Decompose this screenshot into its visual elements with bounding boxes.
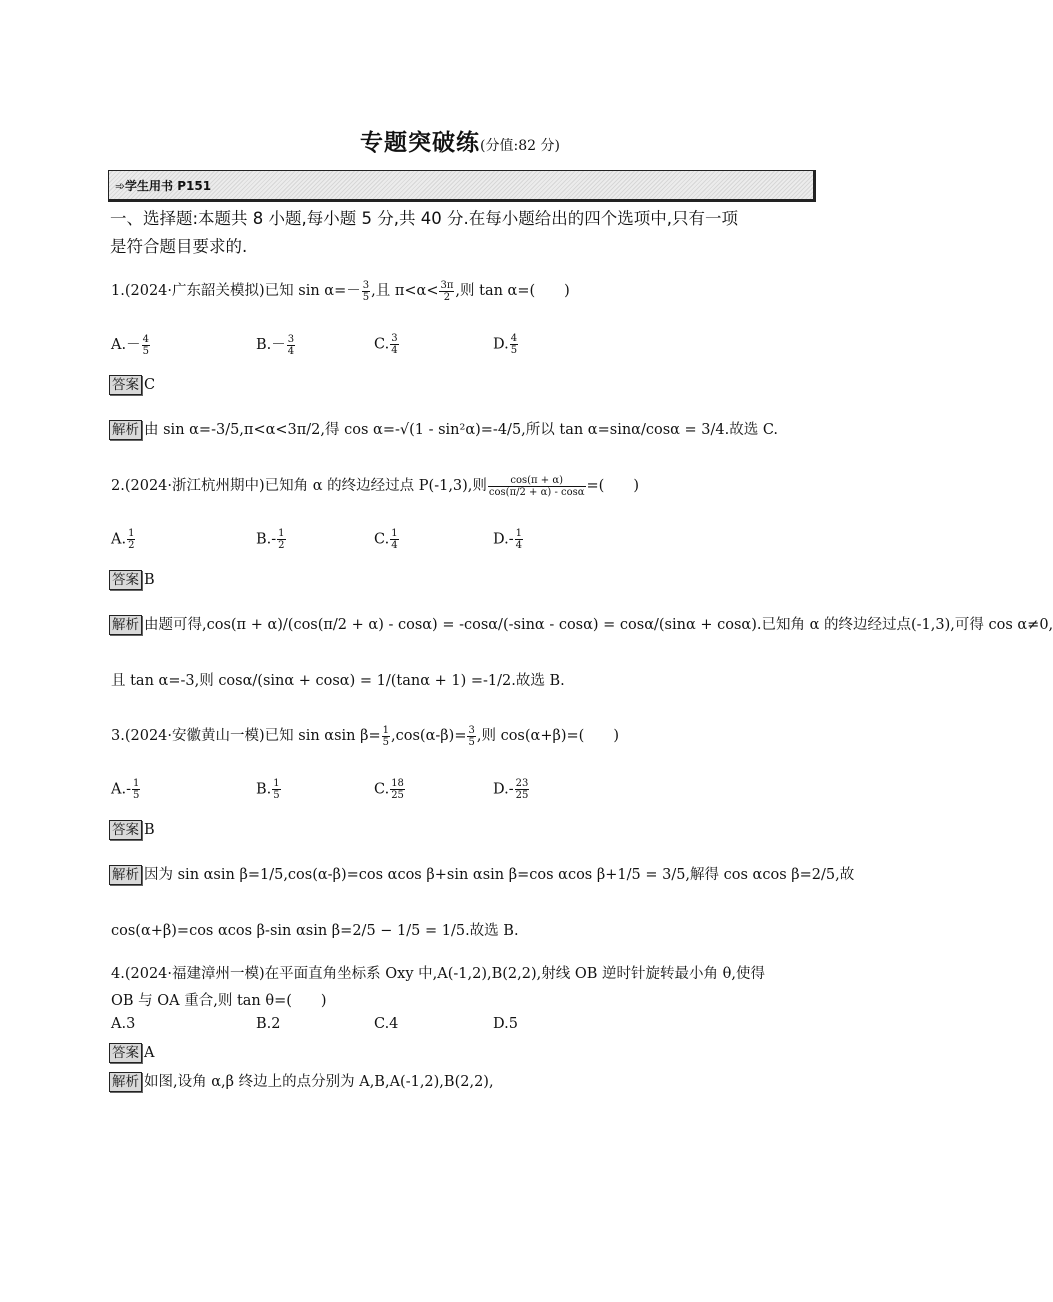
question-2-option-c: C. $\frac{1}{4}$ bbox=[374, 528, 398, 551]
student-book-banner bbox=[108, 170, 816, 202]
question-1-option-c: C. $\frac{3}{4}$ bbox=[374, 333, 398, 356]
question-4-analysis: 解析 如图,设角 α,β 终边上的点分别为 A,B,A(-1,2),B(2,2), bbox=[109, 1070, 494, 1092]
question-1-option-a: A.－ $\frac{4}{5}$ bbox=[111, 333, 149, 357]
fraction: $\frac{1}{5}$ bbox=[382, 724, 390, 748]
section-heading-line1: 一、选择题:本题共 8 小题,每小题 5 分,共 40 分.在每小题给出的四个选项中,只有一项 bbox=[110, 209, 738, 228]
question-2-answer: 答案 B bbox=[109, 570, 155, 590]
question-4-answer: 答案 A bbox=[109, 1043, 154, 1063]
analysis-tag: 解析 bbox=[109, 615, 142, 635]
fraction: $\frac{3}{5}$ bbox=[362, 279, 370, 303]
question-3-answer: 答案 B bbox=[109, 820, 155, 840]
answer-tag: 答案 bbox=[109, 375, 142, 395]
answer-tag: 答案 bbox=[109, 570, 142, 590]
question-2-option-d: D.- $\frac{1}{4}$ bbox=[493, 528, 522, 551]
title-text: 专题突破练 bbox=[360, 130, 481, 156]
analysis-tag: 解析 bbox=[109, 865, 142, 885]
question-2-option-a: A. $\frac{1}{2}$ bbox=[111, 528, 135, 551]
question-2-stem: 2.(2024·浙江杭州期中)已知角 α 的终边经过点 P(-1,3),则 $\frac{\cos(\pi + \alpha)}{\cos(\pi/2 + \alpha) - \cos\alpha}$ =( ) bbox=[111, 474, 639, 498]
question-4-stem-line1: 4.(2024·福建漳州一模)在平面直角坐标系 Oxy 中,A(-1,2),B(2,2),射线 OB 逆时针旋转最小角 θ,使得 bbox=[111, 966, 765, 982]
question-2-analysis-line1: 解析 由题可得,cos(π + α)/(cos(π/2 + α) - cosα) = -cosα/(-sinα - cosα) = cosα/(sinα + cosα).已知角 α 的终边经过点(-1,3),可得 cos α≠0, bbox=[109, 613, 1053, 635]
banner-label: ➾学生用书 P151 bbox=[115, 179, 212, 193]
title-score-note: (分值:82 分) bbox=[480, 138, 560, 154]
question-3-option-b: B. $\frac{1}{5}$ bbox=[256, 778, 280, 801]
question-1-stem: 1.(2024·广东韶关模拟)已知 sin α=－ $\frac{3}{5}$ ,且 π<α< $\frac{3\pi}{2}$ ,则 tan α=( ) bbox=[111, 279, 570, 303]
question-3-option-c: C. $\frac{18}{25}$ bbox=[374, 778, 404, 801]
answer-tag: 答案 bbox=[109, 820, 142, 840]
question-1-option-d: D. $\frac{4}{5}$ bbox=[493, 333, 518, 356]
analysis-tag: 解析 bbox=[109, 420, 142, 440]
question-3-option-a: A.- $\frac{1}{5}$ bbox=[111, 778, 140, 801]
section-heading bbox=[110, 205, 738, 261]
question-1-option-b: B.－ $\frac{3}{4}$ bbox=[256, 333, 295, 357]
question-2-analysis-line2: 且 tan α=-3,则 cosα/(sinα + cosα) = 1/(tanα + 1) =-1/2.故选 B. bbox=[111, 673, 565, 689]
question-3-analysis-line1: 解析 因为 sin αsin β=1/5,cos(α-β)=cos αcos β+sin αsin β=cos αcos β+1/5 = 3/5,解得 cos αcos β=2/5,故 bbox=[109, 863, 854, 885]
question-2-option-b: B.- $\frac{1}{2}$ bbox=[256, 528, 285, 551]
question-3-stem: 3.(2024·安徽黄山一模)已知 sin αsin β= $\frac{1}{5}$ ,cos(α-β)= $\frac{3}{5}$ ,则 cos(α+β)=( ) bbox=[111, 724, 619, 748]
analysis-tag: 解析 bbox=[109, 1072, 142, 1092]
fraction: $\frac{\cos(\pi + \alpha)}{\cos(\pi/2 + \alpha) - \cos\alpha}$ bbox=[488, 474, 585, 498]
question-4-option-a: A.3 bbox=[111, 1016, 136, 1032]
page-title bbox=[0, 124, 920, 157]
section-heading-line2: 是符合题目要求的. bbox=[110, 237, 248, 256]
question-4-option-c: C.4 bbox=[374, 1016, 399, 1032]
fraction: $\frac{3\pi}{2}$ bbox=[440, 279, 454, 303]
question-3-option-d: D.- $\frac{23}{25}$ bbox=[493, 778, 529, 801]
answer-tag: 答案 bbox=[109, 1043, 142, 1063]
question-3-analysis-line2: cos(α+β)=cos αcos β-sin αsin β=2/5 − 1/5 = 1/5.故选 B. bbox=[111, 923, 519, 939]
question-1-answer: 答案 C bbox=[109, 375, 155, 395]
question-4-option-d: D.5 bbox=[493, 1016, 518, 1032]
fraction: $\frac{3}{5}$ bbox=[468, 724, 475, 748]
question-1-analysis: 解析 由 sin α=-3/5,π<α<3π/2,得 cos α=-√(1 - sin²α)=-4/5,所以 tan α=sinα/cosα = 3/4.故选 C. bbox=[109, 418, 778, 440]
question-4-option-b: B.2 bbox=[256, 1016, 281, 1032]
question-4-stem-line2: OB 与 OA 重合,则 tan θ=( ) bbox=[111, 993, 327, 1009]
